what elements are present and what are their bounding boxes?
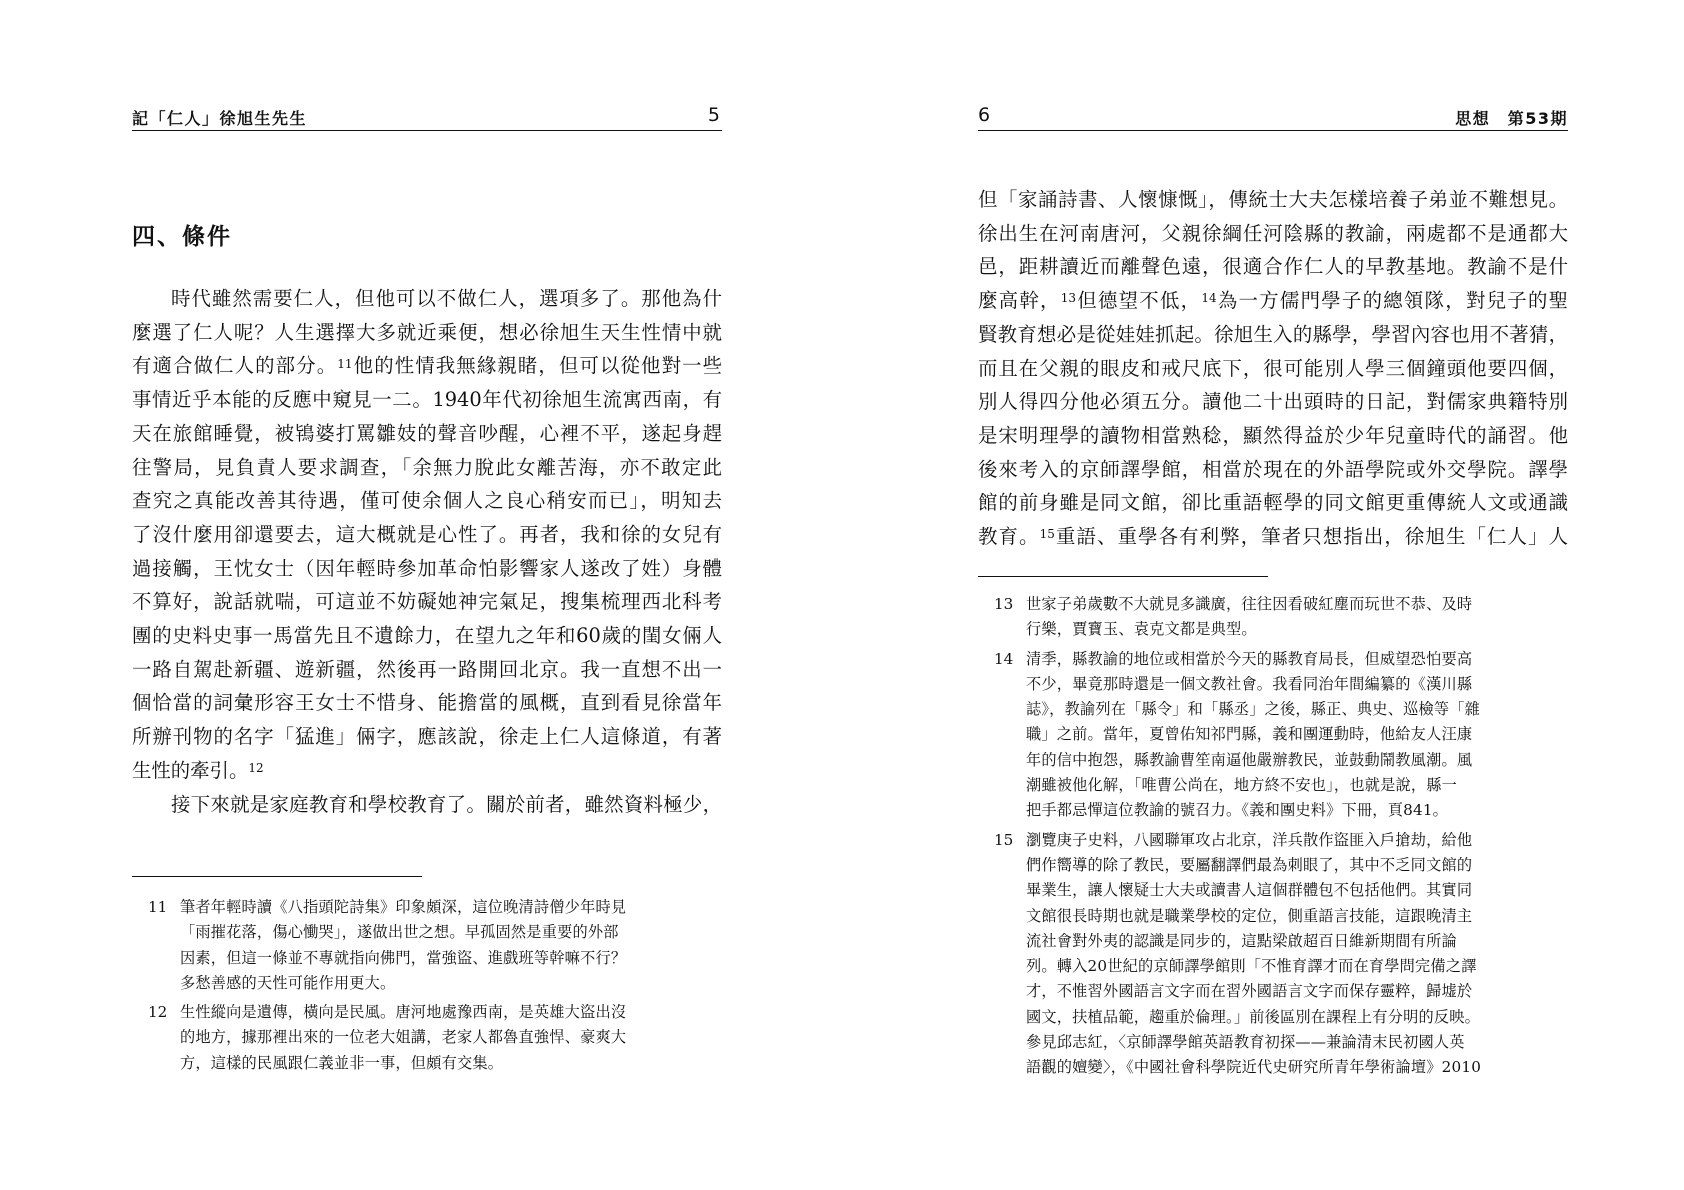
text-line: 麼高幹，$^{13}$但德望不低，$^{14}$為一方儒門學子的總領隊，對兒子的聖 xyxy=(978,289,1568,313)
footnote xyxy=(148,895,722,996)
footnote-divider xyxy=(132,876,422,877)
text-line: 麼選了仁人呢？人生選擇大多就近乘便，想必徐旭生天生性情中就 xyxy=(132,320,722,344)
text-line: 過接觸，王忱女士（因年輕時參加革命怕影響家人遂改了姓）身體 xyxy=(132,556,722,580)
text-line: 所辦刊物的名字「猛進」倆字，應該說，徐走上仁人這條道，有著 xyxy=(132,725,722,749)
paragraph xyxy=(132,788,722,822)
text-line: 了沒什麼用卻還要去，這大概就是心性了。再者，我和徐的女兒有 xyxy=(132,522,722,546)
footnote-line: 筆者年輕時讀《八指頭陀詩集》印象頗深，這位晚清詩僧少年時見 xyxy=(180,898,627,916)
footnotes xyxy=(148,895,722,1080)
text-line: 時代雖然需要仁人，但他可以不做仁人，選項多了。那他為什 xyxy=(171,287,722,310)
footnote-line: 生性縱向是遺傳，橫向是民風。唐河地處豫西南，是英雄大盜出沒 xyxy=(180,1003,627,1022)
text-line: 團的史料史事一馬當先且不遺餘力，在望九之年和60歲的閨女倆人 xyxy=(132,624,722,648)
text-line: 事情近乎本能的反應中窺見一二。1940年代初徐旭生流寓西南，有 xyxy=(132,388,722,412)
text-line: 後來考入的京師譯學館，相當於現在的外語學院或外交學院。譯學 xyxy=(978,457,1568,481)
footnote-line: 清季，縣教諭的地位或相當於今天的縣教育局長，但威望恐怕要高 xyxy=(1026,649,1473,668)
footnote-ref[interactable]: 13 xyxy=(1060,291,1076,306)
footnote-line: 不少，畢竟那時還是一個文教社會。我看同治年間編纂的《漢川縣 xyxy=(1026,674,1473,693)
footnote-number: 15 xyxy=(994,830,1014,849)
text-line: 別人得四分他必須五分。讀他二十出頭時的日記，對儒家典籍特別 xyxy=(978,390,1568,414)
text-line: 教育。$^{15}$重語、重學各有利弊，筆者只想指出，徐旭生「仁人」人 xyxy=(978,525,1568,549)
footnote-line: 們作嚮導的除了教民，要屬翻譯們最為刺眼了，其中不乏同文館的 xyxy=(1026,855,1473,874)
footnote-line: 國文，扶植品範，趨重於倫理。」前後區別在課程上有分明的反映。 xyxy=(1026,1007,1481,1026)
text-line: 生性的牽引。$^{12}$ xyxy=(132,758,264,782)
footnote-line: 世家子弟歲數不大就見多識廣，往往因看破紅塵而玩世不恭、及時 xyxy=(1026,595,1473,613)
text-line: 一路自駕赴新疆、遊新疆，然後再一路開回北京。我一直想不出一 xyxy=(132,657,722,681)
footnote-divider xyxy=(978,576,1268,577)
page-number: 6 xyxy=(978,104,991,126)
paragraph xyxy=(978,183,1568,554)
footnote-number: 13 xyxy=(994,595,1014,613)
text-line: 天在旅館睡覺，被鴇婆打罵雛妓的聲音吵醒，心裡不平，遂起身趕 xyxy=(132,421,722,445)
footnote-line: 參見邱志紅，〈京師譯學館英語教育初探——兼論清末民初國人英 xyxy=(1026,1033,1465,1052)
running-header xyxy=(132,104,722,131)
running-head-title: 思想 第53期 xyxy=(1455,109,1568,128)
footnote-line: 流社會對外夷的認識是同步的，這點梁啟超百日維新期間有所論 xyxy=(1026,931,1457,950)
paragraph xyxy=(132,282,722,788)
footnotes xyxy=(994,592,1568,1085)
footnote-ref[interactable]: 11 xyxy=(337,356,353,371)
footnote-number: 11 xyxy=(148,898,168,916)
footnote xyxy=(994,828,1568,1081)
footnote-line: 的地方，據那裡出來的一位老大姐講，老家人都魯直強悍、豪爽大 xyxy=(180,1028,627,1047)
text-line: 是宋明理學的讀物相當熟稔，顯然得益於少年兒童時代的誦習。他 xyxy=(978,423,1568,447)
text-line: 不算好，說話就喘，可這並不妨礙她神完氣足，搜集梳理西北科考 xyxy=(132,590,722,614)
footnote-number: 12 xyxy=(148,1003,168,1022)
footnote-line: 把手都忌憚這位教諭的號召力。《義和團史料》下冊，頁841。 xyxy=(1026,801,1449,820)
text-line: 有適合做仁人的部分。$^{11}$他的性情我無緣親睹，但可以從他對一些 xyxy=(132,354,722,378)
footnote-ref[interactable]: 15 xyxy=(1039,527,1055,542)
footnote-line: 方，這樣的民風跟仁義並非一事，但頗有交集。 xyxy=(180,1053,504,1072)
footnote-ref[interactable]: 12 xyxy=(248,761,264,776)
footnote-line: 多愁善感的天性可能作用更大。 xyxy=(180,973,396,992)
footnote-number: 14 xyxy=(994,649,1014,668)
left-page xyxy=(132,0,722,1190)
text-line: 邑，距耕讀近而離聲色遠，很適合作仁人的早教基地。教諭不是什 xyxy=(978,255,1568,279)
right-page xyxy=(978,0,1568,1190)
text-line: 而且在父親的眼皮和戒尺底下，很可能別人學三個鐘頭他要四個， xyxy=(978,356,1568,380)
running-header xyxy=(978,104,1568,131)
text-line: 個恰當的詞彙形容王女士不惜身、能擔當的風概，直到看見徐當年 xyxy=(132,691,722,715)
footnote-line: 年的信中抱怨，縣教諭曹笙南逼他嚴辦教民，並鼓動鬧教風潮。風 xyxy=(1026,750,1473,769)
page-number: 5 xyxy=(707,104,720,126)
text-line: 賢教育想必是從娃娃抓起。徐旭生入的縣學，學習內容也用不著猜， xyxy=(978,322,1568,346)
footnote-line: 誌》，教諭列在「縣令」和「縣丞」之後，縣正、典史、巡檢等「雜 xyxy=(1026,700,1481,719)
body-text xyxy=(132,282,722,821)
text-line: 徐出生在河南唐河，父親徐綱任河陰縣的教諭，兩處都不是通都大 xyxy=(978,221,1568,245)
text-line: 但「家誦詩書、人懷慷慨」，傳統士大夫怎樣培養子弟並不難想見。 xyxy=(978,188,1568,211)
footnote-line: 「雨摧花落，傷心慟哭」，遂做出世之想。早孤固然是重要的外部 xyxy=(180,923,619,942)
footnote-line: 列。轉入20世紀的京師譯學館則「不惟育譯才而在育學問完備之譯 xyxy=(1026,957,1477,976)
section-title: 四、條件 xyxy=(132,224,232,250)
text-line: 館的前身雖是同文館，卻比重語輕學的同文館更重傳統人文或通識 xyxy=(978,491,1568,515)
footnote-line: 職」之前。當年，夏曾佑知祁門縣，義和團運動時，他給友人汪康 xyxy=(1026,725,1473,744)
footnote-line: 語觀的嬗變〉，《中國社會科學院近代史研究所青年學術論壇》2010 xyxy=(1026,1058,1482,1077)
footnote-line: 才，不惟習外國語言文字而在習外國語言文字而保存靈粹，歸墟於 xyxy=(1026,982,1473,1001)
footnote xyxy=(148,1000,722,1076)
text-line: 往警局，見負責人要求調查，「余無力脫此女離苦海，亦不敢定此 xyxy=(132,455,722,479)
footnote-line: 因素，但這一條並不專就指向佛門，當強盜、進戲班等幹嘛不行？ xyxy=(180,948,627,967)
footnote-ref[interactable]: 14 xyxy=(1201,291,1217,306)
footnote xyxy=(994,647,1568,824)
footnote-line: 畢業生，讓人懷疑士大夫或讀書人這個群體包不包括他們。其實同 xyxy=(1026,881,1473,900)
footnote-line: 行樂，賈寶玉、袁克文都是典型。 xyxy=(1026,620,1257,639)
text-line: 接下來就是家庭教育和學校教育了。關於前者，雖然資料極少， xyxy=(171,792,722,816)
text-line: 查究之真能改善其待遇，僅可使余個人之良心稍安而已」，明知去 xyxy=(132,489,722,513)
footnote-line: 文館很長時期也就是職業學校的定位，側重語言技能，這跟晚清主 xyxy=(1026,906,1473,925)
footnote-line: 瀏覽庚子史料，八國聯軍攻占北京，洋兵散作盜匪入戶搶劫，給他 xyxy=(1026,830,1473,849)
body-text xyxy=(978,183,1568,554)
footnote xyxy=(994,592,1568,643)
footnote-line: 潮雖被他化解，「唯曹公尚在，地方終不安也」，也就是說，縣一 xyxy=(1026,776,1458,795)
running-head-title: 記「仁人」徐旭生先生 xyxy=(132,109,308,128)
